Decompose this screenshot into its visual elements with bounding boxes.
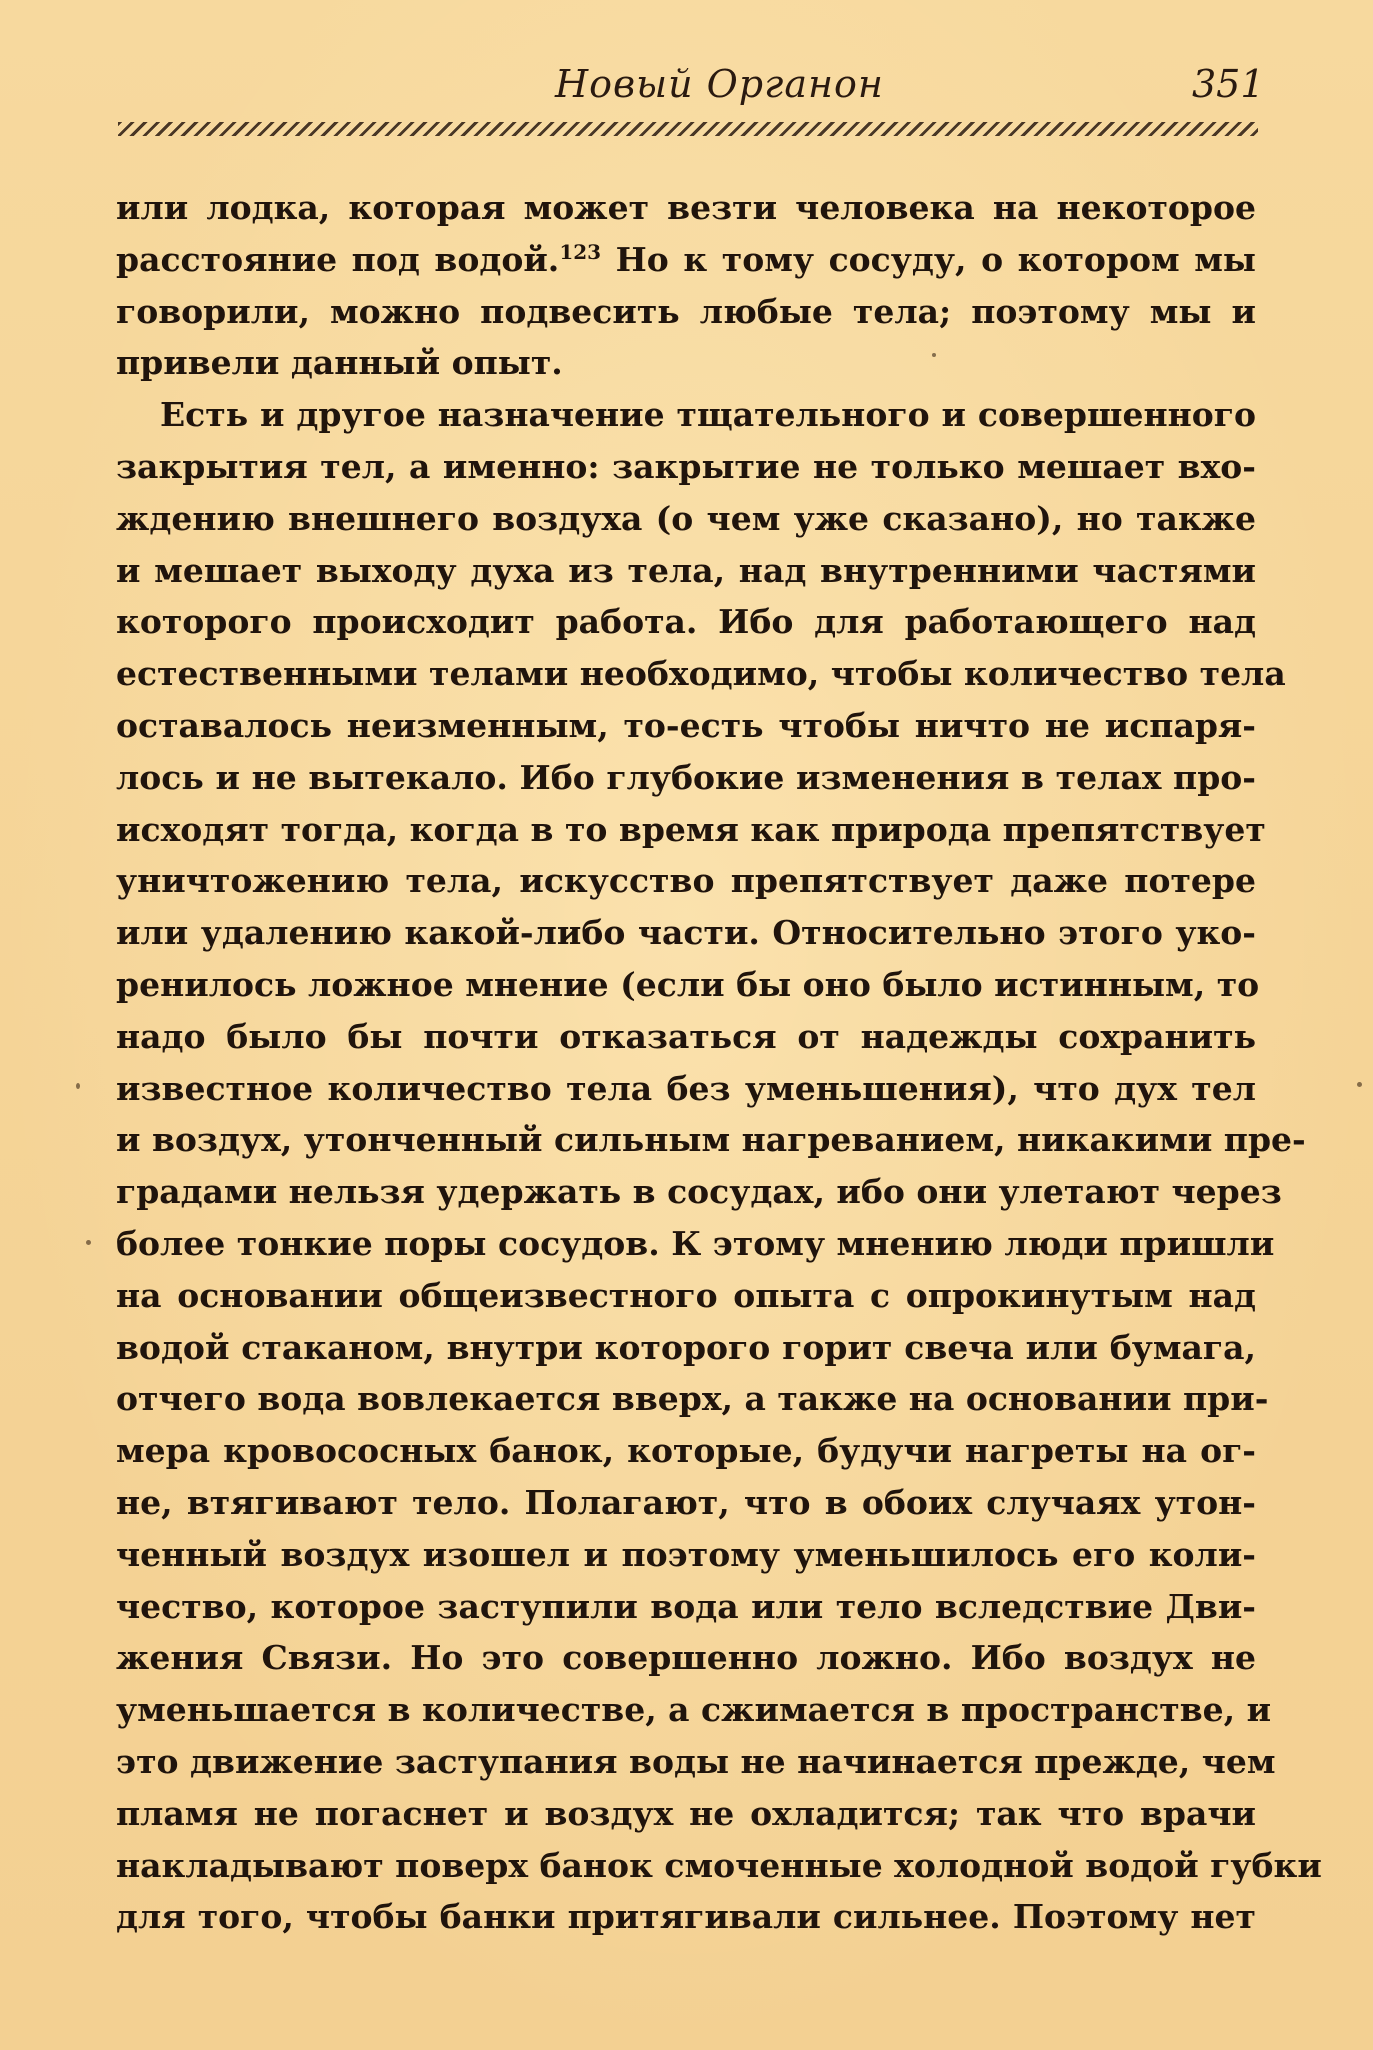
text-line: водой стаканом, внутри которого горит свеча или бумага, bbox=[116, 1327, 1256, 1367]
text-line: Есть и другое назначение тщательного и совершенного bbox=[160, 395, 1256, 435]
running-title: Новый Органон bbox=[555, 62, 884, 106]
text-line: оставалось неизменным, то-есть чтобы ничто не испаря- bbox=[116, 705, 1256, 745]
text-line: ченный воздух изошел и поэтому уменьшилось его коли- bbox=[116, 1534, 1256, 1574]
text-line: и воздух, утонченный сильным нагреванием, никакими пре- bbox=[116, 1120, 1306, 1160]
paper-speck bbox=[86, 1240, 91, 1245]
text-line: привели данный опыт. bbox=[116, 343, 563, 383]
header-ornamental-rule bbox=[118, 122, 1258, 136]
text-line: говорили, можно подвесить любые тела; поэтому мы и bbox=[116, 291, 1256, 331]
text-fragment: расстояние под водой. bbox=[116, 239, 560, 279]
text-line: ждению внешнего воздуха (о чем уже сказано), но также bbox=[116, 498, 1256, 538]
text-line: исходят тогда, когда в то время как природа препятствует bbox=[116, 809, 1266, 849]
text-line: ренилось ложное мнение (если бы оно было истинным, то bbox=[116, 964, 1260, 1004]
text-line-with-footnote bbox=[116, 234, 1256, 286]
text-line: на основании общеизвестного опыта с опрокинутым над bbox=[116, 1275, 1256, 1315]
text-line: или лодка, которая может везти человека на некоторое bbox=[116, 188, 1256, 227]
text-line: закрытия тел, а именно: закрытие не только мешает вхо- bbox=[116, 446, 1256, 486]
text-line: это движение заступания воды не начинается прежде, чем bbox=[116, 1741, 1276, 1781]
text-line: пламя не погаснет и воздух не охладится; так что врачи bbox=[116, 1793, 1256, 1833]
text-line: чество, которое заступили вода или тело вследствие Дви- bbox=[116, 1586, 1256, 1626]
text-line: градами нельзя удержать в сосудах, ибо они улетают через bbox=[116, 1172, 1282, 1212]
page-number: 351 bbox=[1192, 62, 1265, 106]
text-line: или удалению какой-либо части. Относительно этого уко- bbox=[116, 913, 1256, 953]
text-line: уничтожению тела, искусство препятствует даже потере bbox=[116, 861, 1256, 901]
text-line: известное количество тела без уменьшения), что дух тел bbox=[116, 1068, 1256, 1108]
body-text bbox=[116, 182, 1322, 1943]
text-line: более тонкие поры сосудов. К этому мнению люди пришли bbox=[116, 1223, 1275, 1263]
footnote-reference: 123 bbox=[559, 239, 602, 264]
text-line: лось и не вытекало. Ибо глубокие изменения в телах про- bbox=[116, 757, 1256, 797]
text-line: естественными телами необходимо, чтобы количество тела bbox=[116, 654, 1286, 694]
running-head bbox=[0, 62, 1373, 118]
text-line: для того, чтобы банки притягивали сильнее. Поэтому нет bbox=[116, 1897, 1256, 1937]
paper-speck bbox=[76, 1083, 80, 1089]
text-line: и мешает выходу духа из тела, над внутренними частями bbox=[116, 550, 1256, 590]
paper-speck bbox=[932, 353, 936, 357]
text-line: которого происходит работа. Ибо для работающего над bbox=[116, 602, 1256, 642]
text-line: уменьшается в количестве, а сжимается в пространстве, и bbox=[116, 1690, 1272, 1730]
text-line: мера кровососных банок, которые, будучи нагреты на ог- bbox=[116, 1431, 1256, 1471]
text-line: не, втягивают тело. Полагают, что в обоих случаях утон- bbox=[116, 1482, 1256, 1522]
text-line: накладывают поверх банок смоченные холодной водой губки bbox=[116, 1845, 1322, 1885]
text-fragment: Но к тому сосуду, о котором мы bbox=[601, 239, 1257, 279]
text-line: жения Связи. Но это совершенно ложно. Ибо воздух не bbox=[116, 1638, 1256, 1678]
text-line: надо было бы почти отказаться от надежды сохранить bbox=[116, 1016, 1256, 1056]
text-line: отчего вода вовлекается вверх, а также на основании при- bbox=[116, 1379, 1269, 1419]
paper-speck bbox=[1357, 1082, 1362, 1087]
